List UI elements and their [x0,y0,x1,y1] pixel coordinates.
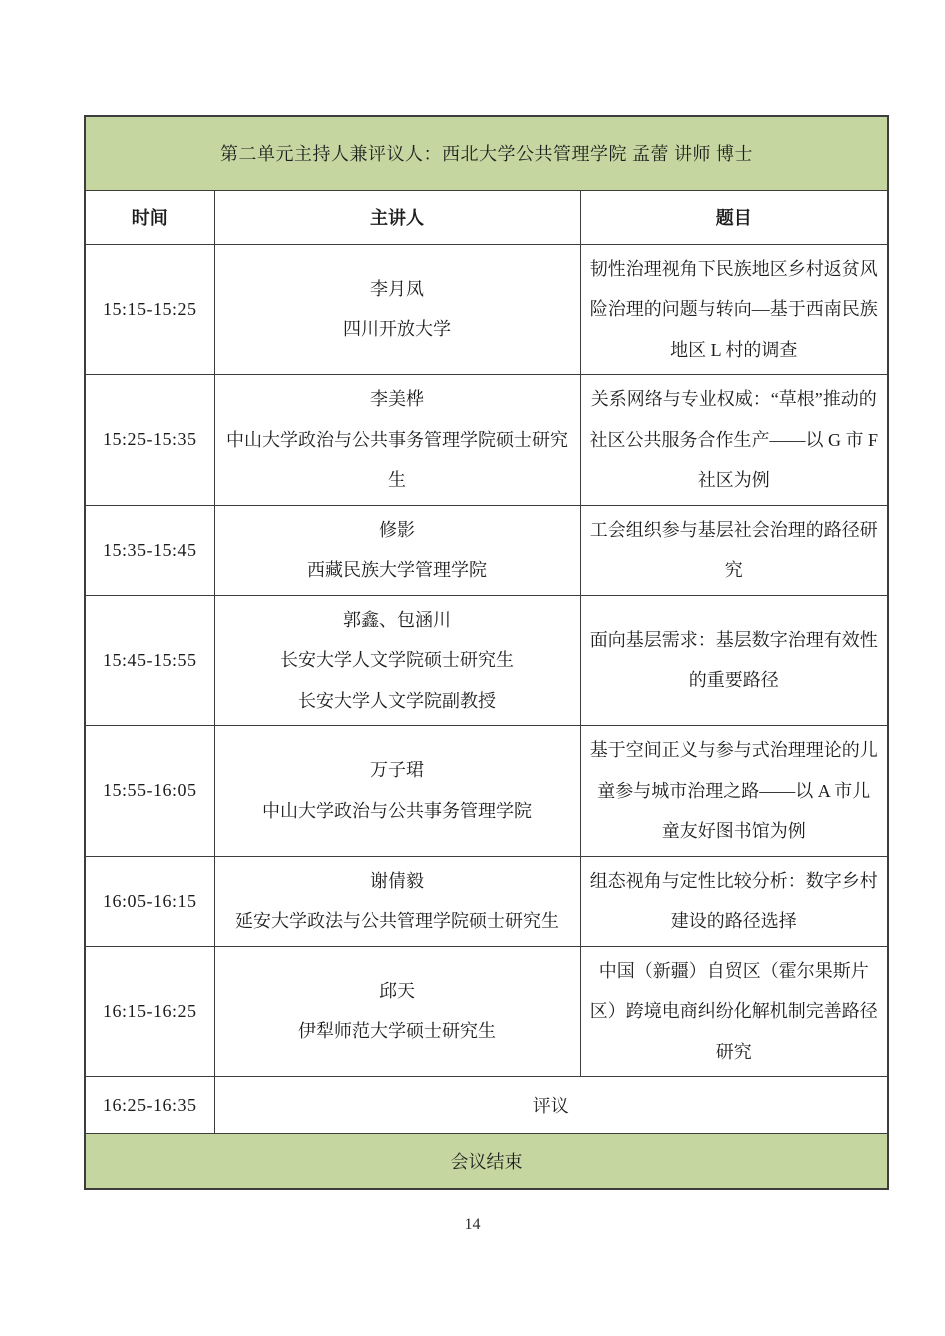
session-2-table [84,115,889,1190]
speaker-cell [214,726,580,857]
column-header-topic: 题目 [580,190,888,244]
table-row [85,946,888,1077]
topic-title: 韧性治理视角下民族地区乡村返贫风险治理的问题与转向—基于西南民族地区 L 村的调查 [580,244,888,375]
review-row [85,1077,888,1134]
table-row [85,856,888,946]
speaker-cell [214,856,580,946]
time-slot: 16:25-16:35 [85,1077,214,1134]
time-slot: 16:15-16:25 [85,946,214,1077]
speaker-name: 修影 [379,519,415,540]
session-title-row [85,116,888,190]
speaker-name: 李美桦 [370,389,424,409]
speaker-cell [214,244,580,375]
table-row [85,375,888,506]
column-header-row [85,190,888,244]
speaker-affiliation: 中山大学政治与公共事务管理学院 [262,800,532,821]
column-header-speaker: 主讲人 [214,190,580,244]
time-slot: 15:15-15:25 [85,244,214,375]
time-slot: 15:35-15:45 [85,505,214,595]
topic-title: 中国（新疆）自贸区（霍尔果斯片区）跨境电商纠纷化解机制完善路径研究 [580,946,888,1077]
speaker-cell [214,505,580,595]
speaker-affiliation: 西藏民族大学管理学院 [307,560,487,580]
column-header-time: 时间 [85,190,214,244]
speaker-affiliation: 延安大学政法与公共管理学院硕士研究生 [235,911,559,931]
session-title: 第二单元主持人兼评议人：西北大学公共管理学院 孟蕾 讲师 博士 [85,116,888,190]
speaker-affiliation: 中山大学政治与公共事务管理学院硕士研究生 [226,429,568,490]
table-row [85,244,888,375]
table-row [85,505,888,595]
speaker-name: 谢倩毅 [370,870,424,891]
time-slot: 15:55-16:05 [85,726,214,857]
review-label: 评议 [214,1077,888,1134]
topic-title: 基于空间正义与参与式治理理论的儿童参与城市治理之路——以 A 市儿童友好图书馆为例 [580,726,888,857]
time-slot: 15:25-15:35 [85,375,214,506]
speaker-affiliation: 四川开放大学 [343,319,451,340]
topic-title: 面向基层需求：基层数字治理有效性的重要路径 [580,595,888,726]
time-slot: 15:45-15:55 [85,595,214,726]
topic-title: 组态视角与定性比较分析：数字乡村建设的路径选择 [580,856,888,946]
speaker-name: 李月凤 [370,278,424,299]
speaker-name: 万子珺 [370,760,424,781]
table-row [85,726,888,857]
table-row [85,595,888,726]
page-number: 14 [464,1216,481,1233]
speaker-affiliation: 长安大学人文学院副教授 [298,690,496,711]
topic-title: 工会组织参与基层社会治理的路径研究 [580,505,888,595]
topic-title: 关系网络与专业权威：“草根”推动的社区公共服务合作生产——以 G 市 F 社区为例 [580,375,888,506]
speaker-cell [214,595,580,726]
speaker-cell [214,375,580,506]
speaker-name: 邱天 [379,980,415,1001]
time-slot: 16:05-16:15 [85,856,214,946]
speaker-cell [214,946,580,1077]
conference-schedule-table [84,115,887,1190]
speaker-affiliation: 伊犁师范大学硕士研究生 [298,1021,496,1042]
meeting-end-label: 会议结束 [85,1134,888,1189]
meeting-end-row [85,1134,888,1189]
speaker-affiliation: 长安大学人文学院硕士研究生 [280,650,514,670]
speaker-name: 郭鑫、包涵川 [343,609,451,630]
